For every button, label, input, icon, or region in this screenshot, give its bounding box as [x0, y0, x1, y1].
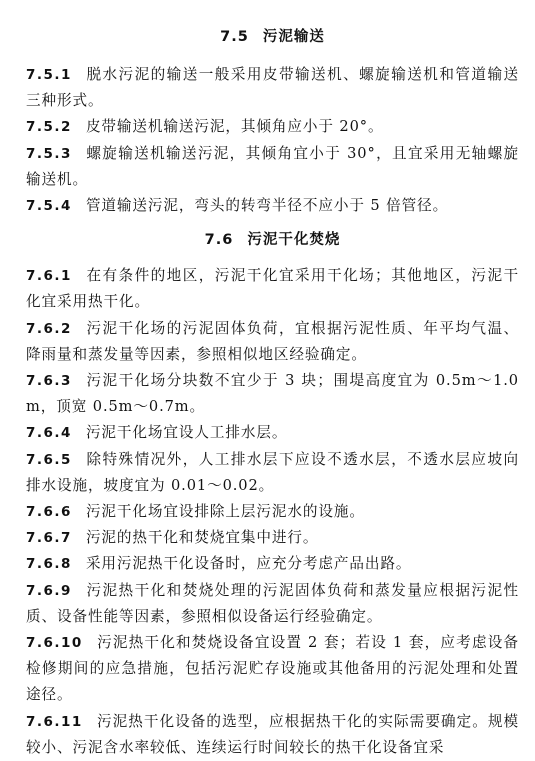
clause-number: 7.5.1	[26, 67, 72, 83]
clause-number: 7.6.9	[26, 582, 72, 599]
clause-text: 污泥干化场分块数不宜少于 3 块；围堤高度宜为 0.5m～1.0m，顶宽 0.5m～0.7m。	[26, 372, 519, 416]
clause-number: 7.6.5	[26, 451, 72, 468]
clause-number: 7.6.1	[26, 268, 72, 285]
clause-number: 7.6.11	[26, 713, 83, 730]
clause-7-6-8	[26, 551, 519, 577]
section-title: 污泥输送	[262, 29, 325, 45]
clause-number: 7.6.6	[26, 504, 72, 521]
clause-7-5-4	[26, 193, 519, 219]
clause-7-6-10	[26, 630, 519, 709]
clause-number: 7.5.4	[26, 198, 72, 215]
clause-7-5-3	[26, 141, 519, 193]
clause-7-6-5	[26, 447, 519, 499]
clause-7-6-1	[26, 263, 519, 315]
clause-text: 污泥干化场宜设人工排水层。	[85, 424, 288, 442]
clause-number: 7.6.3	[26, 373, 72, 390]
clause-number: 7.5.2	[26, 119, 72, 136]
clause-text: 管道输送污泥，弯头的转弯半径不应小于 5 倍管径。	[85, 197, 449, 215]
section-heading-7-6	[26, 227, 519, 253]
clause-text: 污泥热干化设备的选型，应根据热干化的实际需要确定。规模较小、污泥含水率较低、连续运行时间较长的热干化设备宜采	[26, 712, 519, 756]
clause-number: 7.6.2	[26, 320, 72, 337]
clause-text: 污泥干化场的污泥固体负荷，宜根据污泥性质、年平均气温、降雨量和蒸发量等因素，参照相似地区经验确定。	[26, 319, 519, 363]
clause-text: 污泥的热干化和焚烧宜集中进行。	[85, 529, 319, 547]
clause-number: 7.5.3	[26, 145, 72, 162]
clause-7-6-7	[26, 525, 519, 551]
clause-number: 7.6.4	[26, 425, 72, 442]
clause-text: 脱水污泥的输送一般采用皮带输送机、螺旋输送机和管道输送三种形式。	[26, 66, 519, 110]
clause-number: 7.6.7	[26, 530, 72, 547]
clause-text: 皮带输送机输送污泥，其倾角应小于 20°。	[85, 118, 384, 136]
clause-7-6-2	[26, 316, 519, 368]
clause-7-6-4	[26, 420, 519, 446]
clause-7-5-2	[26, 114, 519, 140]
clause-text: 采用污泥热干化设备时，应充分考虑产品出路。	[85, 555, 412, 573]
clause-text: 污泥干化场宜设排除上层污泥水的设施。	[85, 503, 365, 521]
clause-text: 除特殊情况外，人工排水层下应设不透水层，不透水层应坡向排水设施，坡度宜为 0.01～0.02。	[26, 450, 519, 494]
clause-text: 在有条件的地区，污泥干化宜采用干化场；其他地区，污泥干化宜采用热干化。	[26, 267, 519, 311]
clause-text: 污泥热干化和焚烧设备宜设置 2 套；若设 1 套，应考虑设备检修期间的应急措施，包括污泥贮存设施或其他备用的污泥处理和处置途径。	[26, 634, 519, 704]
section-number: 7.6	[204, 232, 234, 249]
section-number: 7.5	[220, 29, 249, 45]
section-heading-7-5	[26, 24, 519, 50]
clause-7-6-11	[26, 709, 519, 761]
clause-text: 污泥热干化和焚烧处理的污泥固体负荷和蒸发量应根据污泥性质、设备性能等因素，参照相似设备运行经验确定。	[26, 581, 519, 625]
section-title: 污泥干化焚烧	[247, 232, 341, 249]
clause-number: 7.6.10	[26, 635, 83, 652]
clause-7-6-3	[26, 368, 519, 420]
clause-text: 螺旋输送机输送污泥，其倾角宜小于 30°，且宜采用无轴螺旋输送机。	[26, 144, 519, 188]
clause-7-6-6	[26, 499, 519, 525]
clause-7-6-9	[26, 578, 519, 630]
clause-7-5-1	[26, 62, 519, 114]
clause-number: 7.6.8	[26, 556, 72, 573]
